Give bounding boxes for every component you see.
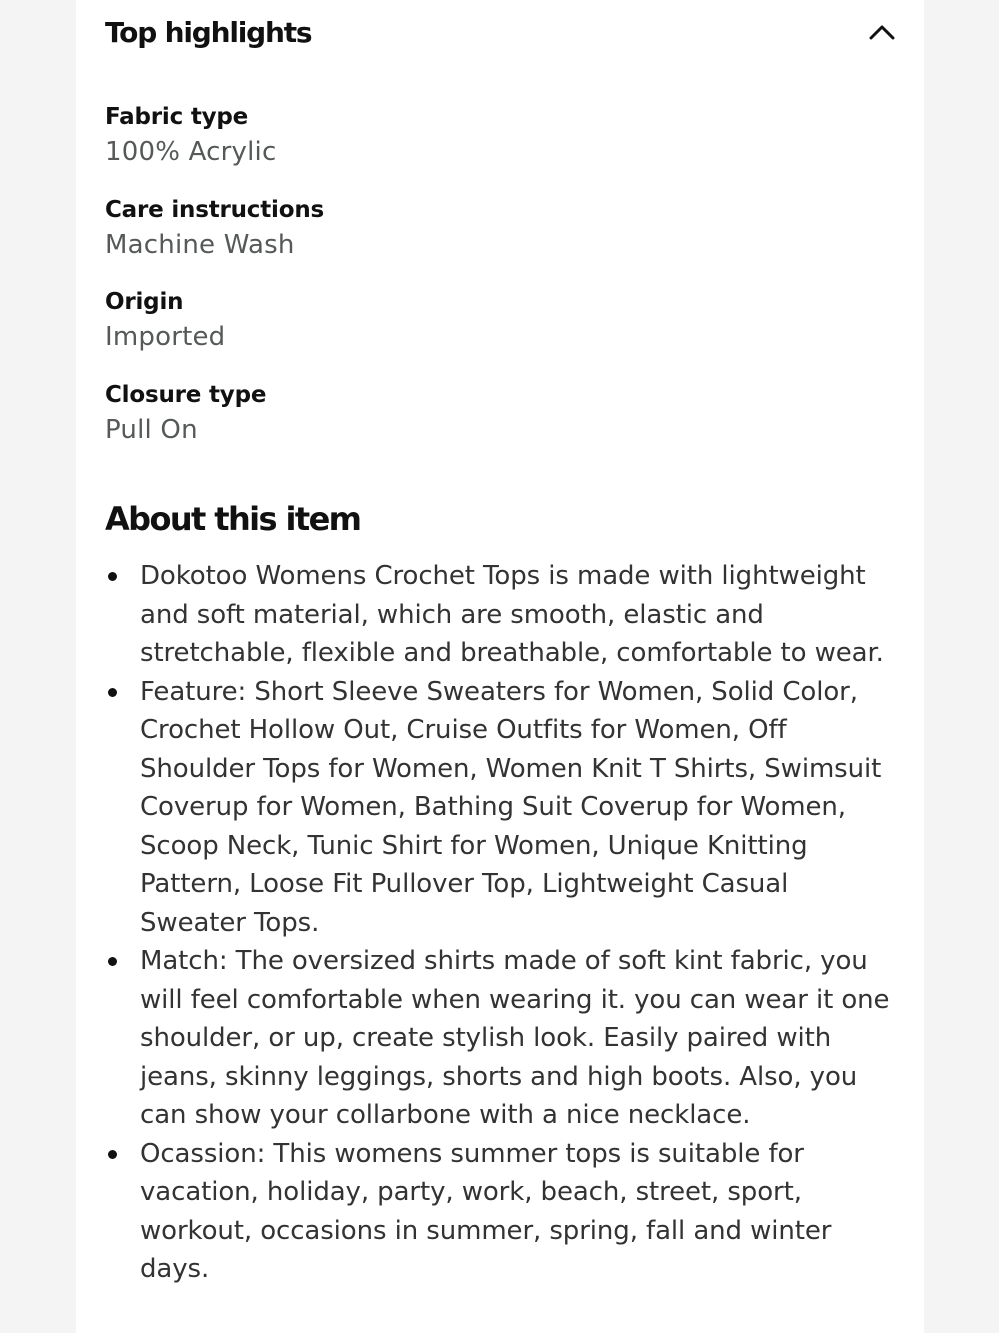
bullet-icon xyxy=(108,572,117,581)
spec-label: Care instructions xyxy=(105,196,324,223)
bullet-text: Dokotoo Womens Crochet Tops is made with lightweight and soft material, which are smooth, elastic and stretchable, flexible and breathable, comfortable to wear. xyxy=(140,561,884,668)
spec-value: Pull On xyxy=(105,414,198,445)
bullet-icon xyxy=(108,1150,117,1159)
top-highlights-title: Top highlights xyxy=(105,16,312,49)
bullet-text: Ocassion: This womens summer tops is suitable for vacation, holiday, party, work, beach, street, sport, workout, occasions in summer, spring, fall and winter days. xyxy=(140,1138,832,1284)
about-bullet-list xyxy=(105,557,900,1289)
spec-value: Imported xyxy=(105,322,226,352)
list-item xyxy=(105,942,900,1135)
spec-closure-type xyxy=(105,376,805,469)
spec-origin xyxy=(105,283,805,376)
top-highlights-header[interactable] xyxy=(105,14,900,56)
chevron-up-icon[interactable] xyxy=(868,20,896,44)
spec-value: Machine Wash xyxy=(105,229,295,260)
bullet-icon xyxy=(108,688,117,697)
list-item xyxy=(105,1135,900,1289)
spec-label: Origin xyxy=(105,289,184,315)
spec-label: Fabric type xyxy=(105,104,249,130)
spec-value: 100% Acrylic xyxy=(105,137,277,167)
about-this-item-heading: About this item xyxy=(105,500,361,538)
list-item xyxy=(105,557,900,673)
bullet-text: Feature: Short Sleeve Sweaters for Women, Solid Color, Crochet Hollow Out, Cruise Outfits for Women, Off Shoulder Tops for Women, Women Knit T Shirts, Swimsuit Coverup for Women, Bathing Suit Coverup for Women, Scoop Neck, Tunic Shirt for Women, Unique Knitting Pattern, Loose Fit Pullover Top, Lightweight Casual Sweater Tops. xyxy=(140,676,882,938)
highlights-spec-list xyxy=(105,98,805,468)
spec-fabric-type xyxy=(105,98,805,191)
spec-label: Closure type xyxy=(105,381,267,408)
list-item xyxy=(105,673,900,943)
spec-care-instructions xyxy=(105,191,805,284)
bullet-text: Match: The oversized shirts made of soft kint fabric, you will feel comfortable when wearing it. you can wear it one shoulder, or up, create stylish look. Easily paired with jeans, skinny leggings, shorts and high boots. Also, you can show your collarbone with a nice necklace. xyxy=(140,946,890,1130)
bullet-icon xyxy=(108,957,117,966)
